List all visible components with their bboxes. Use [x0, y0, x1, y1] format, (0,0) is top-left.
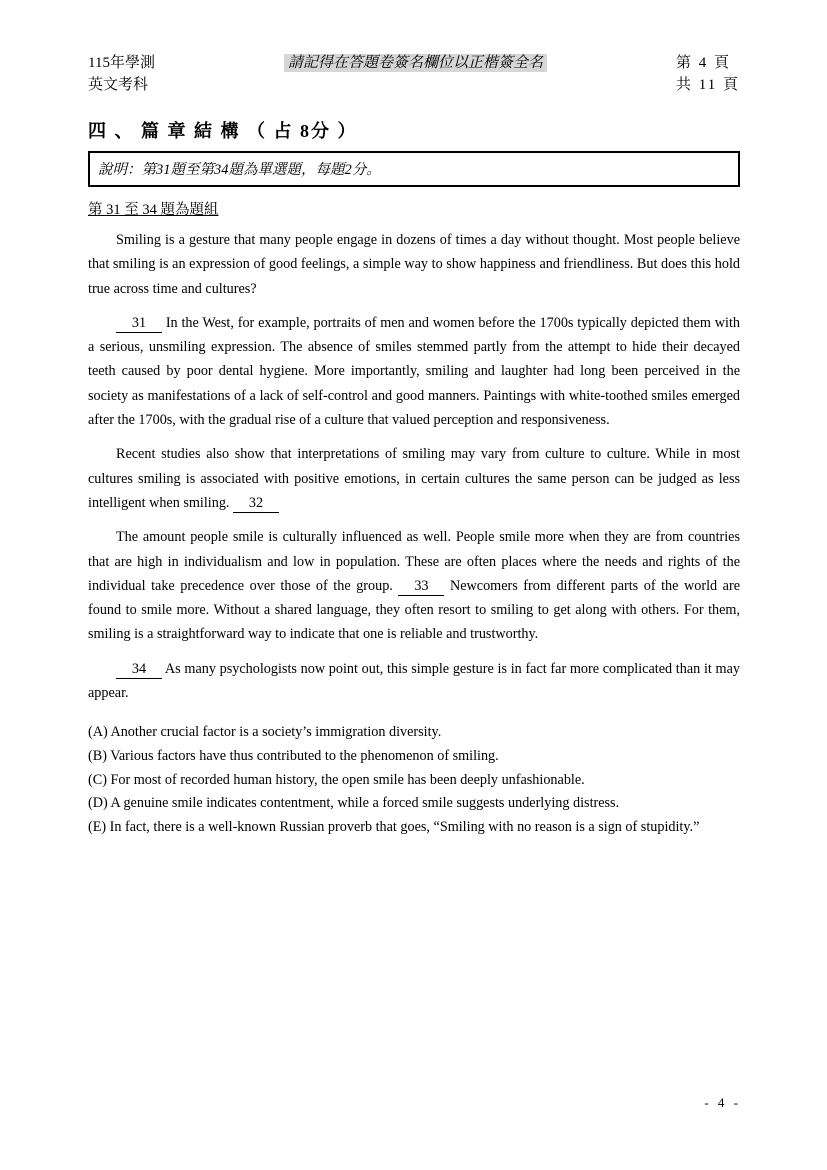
option-E: (E) In fact, there is a well-known Russian proverb that goes, “Smiling with no reason is a sign of stupidity.” [88, 818, 700, 835]
answer-blank-34: 34 [116, 661, 162, 679]
exam-year-label: 115年學測 [88, 55, 155, 71]
page-number-label: 第 4 頁 [676, 55, 732, 71]
answer-blank-31: 31 [116, 315, 162, 333]
instruction-box [88, 151, 740, 187]
signature-notice: 請記得在答題卷簽名欄位以正楷簽全名 [284, 54, 547, 72]
section-title: 四 、 篇 章 結 構 （ 占 8分 ） [88, 121, 358, 141]
header-left [88, 52, 155, 96]
passage-paragraph [88, 311, 740, 432]
option-B: (B) Various factors have thus contributed to the phenomenon of smiling. [88, 747, 499, 764]
question-group-heading: 第 31 至 34 題為題組 [88, 202, 219, 218]
passage-paragraph [88, 657, 740, 706]
passage [88, 228, 740, 705]
passage-text: As many psychologists now point out, this simple gesture is in fact far more complicated than it may appear. [88, 660, 740, 702]
passage-paragraph [88, 525, 740, 646]
passage-text: Newcomers from different parts of the world are found to smile more. Without a shared language, they often resort to smiling to get along with others. For them, smiling is a straightforward way to indicate that one is reliable and trustworthy. [88, 577, 740, 643]
header-center [155, 52, 676, 74]
passage-text: Smiling is a gesture that many people engage in dozens of times a day without thought. Most people believe that smiling is an expression of good feelings, a simple way to show happiness and friendliness. But does this hold true across time and cultures? [88, 232, 740, 297]
header-right [676, 52, 740, 96]
page-header [88, 52, 740, 96]
exam-subject-label: 英文考科 [88, 77, 149, 93]
answer-blank-32: 32 [233, 495, 279, 513]
option-A: (A) Another crucial factor is a society’s immigration diversity. [88, 724, 442, 741]
answer-blank-33: 33 [398, 578, 444, 596]
passage-text: In the West, for example, portraits of men and women before the 1700s typically depicted them with a serious, unsmiling expression. The absence of smiles stemmed partly from the attempt to hide their decayed teeth caused by poor dental hygiene. More importantly, smiling and laughter had long been perceived in the society as manifestations of a lack of self-control and good manners. Paintings with white-toothed smiles emerged after the 1700s, with the gradual rise of a culture that valued perception and responsiveness. [88, 314, 740, 429]
page-content [88, 52, 740, 839]
total-pages-label: 共 11 頁 [676, 77, 740, 93]
passage-paragraph [88, 442, 740, 515]
options-list [88, 721, 740, 839]
option-C: (C) For most of recorded human history, the open smile has been deeply unfashionable. [88, 771, 585, 788]
passage-text: Recent studies also show that interpretations of smiling may vary from culture to culture. While in most cultures smiling is associated with positive emotions, in certain cultures the same person can be judged as less intelligent when smiling. [88, 446, 740, 511]
option-D: (D) A genuine smile indicates contentment, while a forced smile suggests underlying distress. [88, 795, 620, 812]
footer-page-number: - 4 - [704, 1095, 741, 1110]
passage-text: The amount people smile is culturally influenced as well. People smile more when they are from countries that are high in individualism and low in population. These are often places where the needs and rights of the individual take precedence over those of the group. [88, 529, 740, 594]
passage-paragraph [88, 228, 740, 301]
instruction-text: 說明：第31題至第34題為單選題，每題2分。 [98, 162, 381, 178]
